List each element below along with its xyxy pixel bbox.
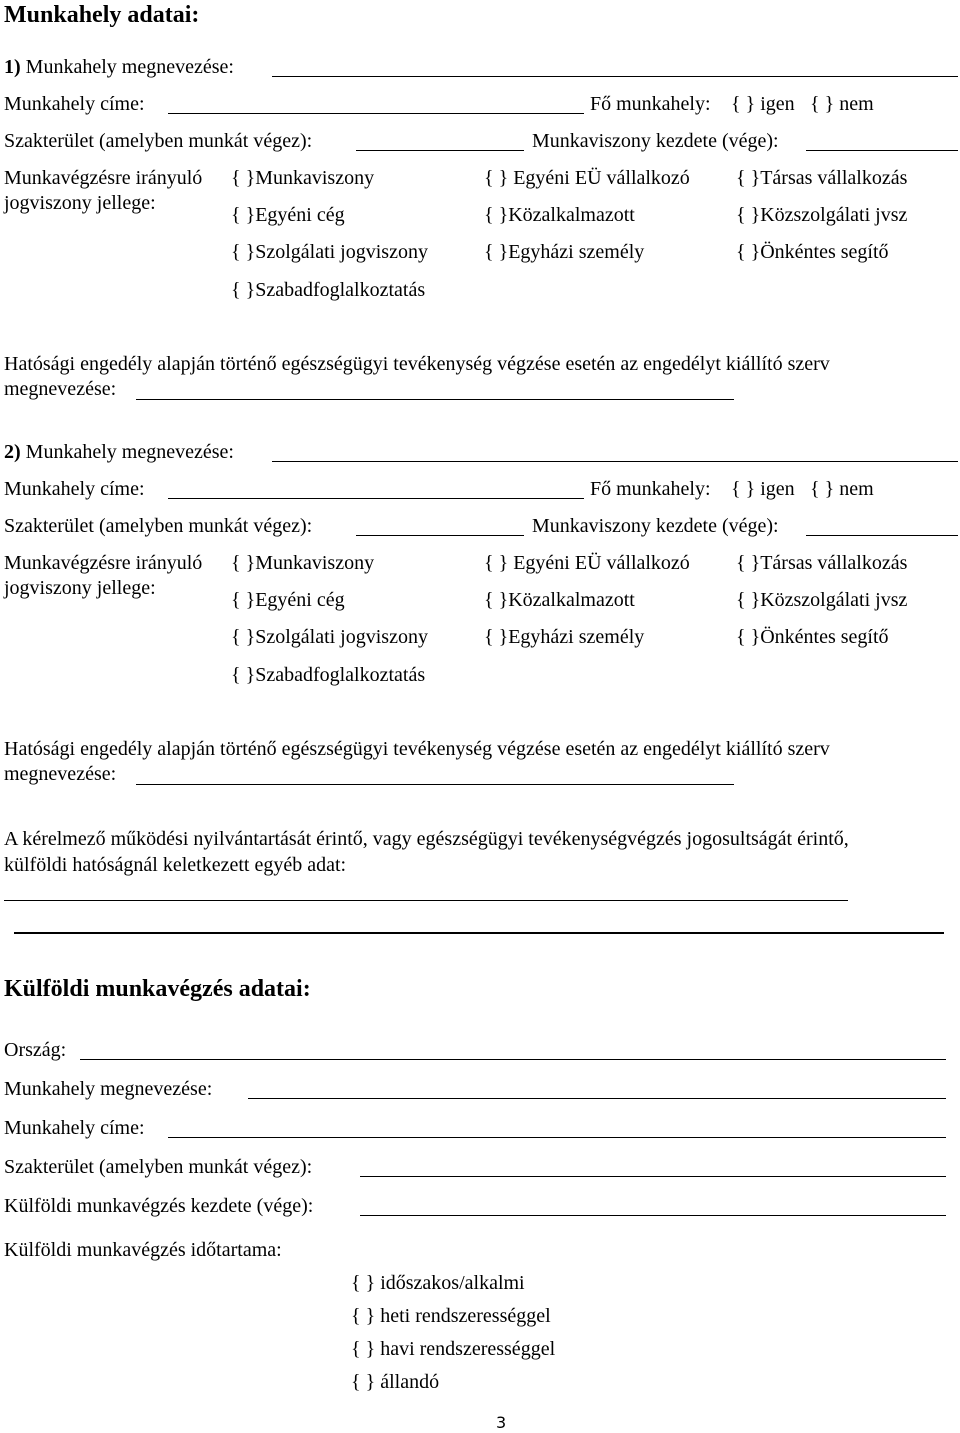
abroad-start-field[interactable] bbox=[360, 1215, 946, 1216]
page-heading: Munkahely adatai: bbox=[4, 2, 200, 28]
workplace-2-name-field[interactable] bbox=[272, 461, 958, 462]
workplace-1-main-yes-option[interactable]: { } igen bbox=[731, 93, 795, 115]
abroad-field-field[interactable] bbox=[360, 1176, 946, 1177]
workplace-1-type-kozszolgalati[interactable]: { }Közszolgálati jvsz bbox=[736, 204, 908, 226]
workplace-1-type-szolgalati[interactable]: { }Szolgálati jogviszony bbox=[231, 241, 428, 263]
workplace-1-permit-label: Hatósági engedély alapján történő egészségügyi tevékenység végzése esetén az engedélyt kiállító szerv bbox=[4, 353, 830, 375]
foreign-data-label: A kérelmező működési nyilvántartását érintő, vagy egészségügyi tevékenységvégzés jogosultságát érintő, bbox=[4, 828, 849, 850]
abroad-country-label: Ország: bbox=[4, 1039, 67, 1061]
workplace-1-type-kozalkalmazott[interactable]: { }Közalkalmazott bbox=[484, 204, 635, 226]
workplace-2-type-szabadfoglalkoztatas[interactable]: { }Szabadfoglalkoztatás bbox=[231, 664, 426, 686]
workplace-2-type-egyhazi[interactable]: { }Egyházi személy bbox=[484, 626, 645, 648]
workplace-1-type-label-2: jogviszony jellege: bbox=[4, 192, 156, 214]
abroad-duration-monthly[interactable]: { } havi rendszerességgel bbox=[351, 1338, 556, 1360]
workplace-1-start-label: Munkaviszony kezdete (vége): bbox=[532, 130, 779, 152]
workplace-2-start-field[interactable] bbox=[806, 535, 958, 536]
workplace-1-type-onkentes[interactable]: { }Önkéntes segítő bbox=[736, 241, 889, 263]
workplace-2-permit-field[interactable] bbox=[136, 784, 734, 785]
abroad-name-label: Munkahely megnevezése: bbox=[4, 1078, 213, 1100]
workplace-2-type-kozszolgalati[interactable]: { }Közszolgálati jvsz bbox=[736, 589, 908, 611]
workplace-1-type-tarsas[interactable]: { }Társas vállalkozás bbox=[736, 167, 908, 189]
workplace-1-type-egyeni-eu[interactable]: { } Egyéni EÜ vállalkozó bbox=[484, 167, 690, 189]
workplace-2-main-no-option[interactable]: { } nem bbox=[810, 478, 874, 500]
workplace-2-type-szolgalati[interactable]: { }Szolgálati jogviszony bbox=[231, 626, 428, 648]
workplace-1-type-egyhazi[interactable]: { }Egyházi személy bbox=[484, 241, 645, 263]
abroad-heading: Külföldi munkavégzés adatai: bbox=[4, 976, 311, 1002]
workplace-1-address-field[interactable] bbox=[168, 113, 584, 114]
workplace-1-type-egyeni-ceg[interactable]: { }Egyéni cég bbox=[231, 204, 345, 226]
workplace-1-permit-field[interactable] bbox=[136, 399, 734, 400]
abroad-duration-occasional[interactable]: { } időszakos/alkalmi bbox=[351, 1272, 525, 1294]
workplace-2-type-egyeni-ceg[interactable]: { }Egyéni cég bbox=[231, 589, 345, 611]
abroad-name-field[interactable] bbox=[248, 1098, 946, 1099]
workplace-2-type-label: Munkavégzésre irányuló bbox=[4, 552, 203, 574]
workplace-2-address-field[interactable] bbox=[168, 498, 584, 499]
abroad-duration-weekly[interactable]: { } heti rendszerességgel bbox=[351, 1305, 551, 1327]
workplace-2-type-egyeni-eu[interactable]: { } Egyéni EÜ vállalkozó bbox=[484, 552, 690, 574]
abroad-field-label: Szakterület (amelyben munkát végez): bbox=[4, 1156, 313, 1178]
abroad-address-label: Munkahely címe: bbox=[4, 1117, 145, 1139]
abroad-country-field[interactable] bbox=[80, 1059, 946, 1060]
workplace-1-main-no-option[interactable]: { } nem bbox=[810, 93, 874, 115]
workplace-1-name-field[interactable] bbox=[272, 76, 958, 77]
workplace-1-type-szabadfoglalkoztatas[interactable]: { }Szabadfoglalkoztatás bbox=[231, 279, 426, 301]
workplace-2-address-label: Munkahely címe: bbox=[4, 478, 145, 500]
abroad-start-label: Külföldi munkavégzés kezdete (vége): bbox=[4, 1195, 314, 1217]
workplace-2-permit-label-2: megnevezése: bbox=[4, 763, 117, 785]
workplace-2-type-tarsas[interactable]: { }Társas vállalkozás bbox=[736, 552, 908, 574]
abroad-duration-label: Külföldi munkavégzés időtartama: bbox=[4, 1239, 282, 1261]
workplace-1-type-munkaviszony[interactable]: { }Munkaviszony bbox=[231, 167, 375, 189]
foreign-data-label-2: külföldi hatóságnál keletkezett egyéb adat: bbox=[4, 854, 347, 876]
workplace-1-type-label: Munkavégzésre irányuló bbox=[4, 167, 203, 189]
workplace-1-name-label: 1) Munkahely megnevezése: bbox=[4, 56, 234, 78]
workplace-2-field-label: Szakterület (amelyben munkát végez): bbox=[4, 515, 313, 537]
workplace-1-field-field[interactable] bbox=[356, 150, 524, 151]
workplace-2-main-yes-option[interactable]: { } igen bbox=[731, 478, 795, 500]
workplace-2-type-label-2: jogviszony jellege: bbox=[4, 577, 156, 599]
workplace-1-address-label: Munkahely címe: bbox=[4, 93, 145, 115]
workplace-2-permit-label: Hatósági engedély alapján történő egészségügyi tevékenység végzése esetén az engedélyt kiállító szerv bbox=[4, 738, 830, 760]
workplace-1-permit-label-2: megnevezése: bbox=[4, 378, 117, 400]
page-number: 3 bbox=[496, 1413, 507, 1432]
workplace-1-main-label: Fő munkahely: bbox=[590, 93, 711, 115]
foreign-data-field-2[interactable] bbox=[14, 932, 944, 934]
workplace-2-field-field[interactable] bbox=[356, 535, 524, 536]
abroad-duration-permanent[interactable]: { } állandó bbox=[351, 1371, 440, 1393]
workplace-2-type-kozalkalmazott[interactable]: { }Közalkalmazott bbox=[484, 589, 635, 611]
workplace-2-type-munkaviszony[interactable]: { }Munkaviszony bbox=[231, 552, 375, 574]
workplace-1-field-label: Szakterület (amelyben munkát végez): bbox=[4, 130, 313, 152]
workplace-2-start-label: Munkaviszony kezdete (vége): bbox=[532, 515, 779, 537]
workplace-1-start-field[interactable] bbox=[806, 150, 958, 151]
workplace-2-name-label: 2) Munkahely megnevezése: bbox=[4, 441, 234, 463]
workplace-2-type-onkentes[interactable]: { }Önkéntes segítő bbox=[736, 626, 889, 648]
workplace-2-main-label: Fő munkahely: bbox=[590, 478, 711, 500]
abroad-address-field[interactable] bbox=[168, 1137, 946, 1138]
foreign-data-field-1[interactable] bbox=[4, 900, 848, 901]
